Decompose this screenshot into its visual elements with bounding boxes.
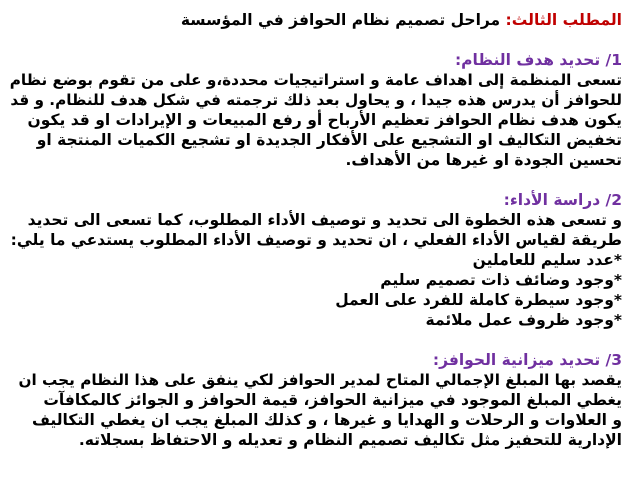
section-budget	[10, 350, 622, 450]
section-performance	[10, 190, 622, 330]
section-goal	[10, 50, 622, 170]
paragraph-line: يقصد بها المبلغ الإجمالي المتاح لمدير الحوافز لكي ينفق على هذا النظام يجب ان	[18, 371, 622, 389]
paragraph-line: تسعى المنظمة إلى اهداف عامة و استراتيجيات محددة،و على من تقوم بوضع نظام	[9, 71, 622, 89]
paragraph-line: الإدارية للتحفيز مثل تكاليف تصميم النظام و تعديله و الاحتفاظ بسجلاته.	[78, 431, 622, 449]
list-item: *وجود سيطرة كاملة للفرد على العمل	[335, 291, 622, 309]
page-title	[10, 10, 622, 30]
section-heading: 3/ تحديد ميزانية الحوافز:	[432, 351, 622, 369]
paragraph-line: تخفيض التكاليف او التشجيع على الأفكار الجديدة او تشجيع الكميات المنتجة او	[36, 131, 622, 149]
paragraph-line: و العلاوات و الرحلات و الهدايا و غيرها ، و كذلك المبلغ يجب ان يغطي التكاليف	[31, 411, 622, 429]
paragraph-line: للحوافز أن يدرس هذه جيدا ، و يحاول بعد ذلك ترجمته في شكل هدف للنظام. و قد	[10, 91, 622, 109]
section-heading: 2/ دراسة الأداء:	[503, 191, 622, 209]
paragraph-line: تحسين الجودة او غيرها من الأهداف.	[345, 151, 622, 169]
list-item: *عدد سليم للعاملين	[472, 251, 622, 269]
list-item: *وجود ظروف عمل ملائمة	[425, 311, 622, 329]
title-accent: المطلب الثالث:	[505, 11, 622, 29]
paragraph-line: و تسعى هذه الخطوة الى تحديد و توصيف الأداء المطلوب، كما تسعى الى تحديد	[27, 211, 622, 229]
paragraph-line: يغطي المبلغ الموجود في ميزانية الحوافز، قيمة الحوافز و الجوائز كالمكافآت	[43, 391, 622, 409]
title-text: مراحل تصميم نظام الحوافز في المؤسسة	[180, 11, 501, 29]
paragraph-line: طريقة لقياس الأداء الفعلي ، ان تحديد و توصيف الأداء المطلوب يستدعي ما يلي:	[10, 231, 622, 249]
list-item: *وجود وضائف ذات تصميم سليم	[380, 271, 622, 289]
paragraph-line: يكون هدف نظام الحوافز تعظيم الأرباح أو رفع المبيعات و الإيرادات او قد يكون	[27, 111, 622, 129]
section-heading: 1/ تحديد هدف النظام:	[454, 51, 622, 69]
